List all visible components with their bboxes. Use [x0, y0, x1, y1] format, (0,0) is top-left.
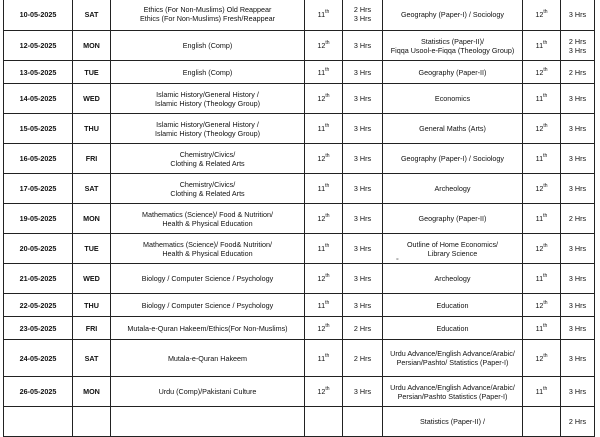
class-evening: [523, 61, 561, 84]
duration-morning-line: 2 Hrs: [353, 5, 372, 14]
stray-pen-mark: °: [396, 258, 399, 265]
exam-date-text: 23-05-2025: [19, 323, 57, 333]
exam-date: [4, 317, 73, 340]
class-evening-text: 12: [535, 353, 544, 363]
subject-morning-line: Islamic History (Theology Group): [154, 98, 261, 108]
exam-date-text: 22-05-2025: [19, 300, 57, 310]
subject-evening: [383, 317, 523, 340]
exam-day: [73, 0, 111, 31]
class-morning: [305, 234, 343, 264]
exam-date-text: 16-05-2025: [19, 154, 57, 163]
exam-date-text: 24-05-2025: [19, 353, 57, 363]
duration-evening-line: 2 Hrs: [568, 67, 587, 77]
subject-evening-line: Archeology: [434, 274, 471, 283]
ordinal-suffix: th: [325, 8, 330, 15]
duration-evening-line: 2 Hrs: [568, 214, 587, 223]
table-row: [4, 144, 595, 174]
class-evening-text: 12: [535, 300, 544, 310]
class-evening: [523, 340, 561, 377]
ordinal-suffix: th: [325, 66, 330, 73]
exam-day: [73, 114, 111, 144]
class-evening: [523, 264, 561, 294]
subject-evening: [383, 0, 523, 31]
ordinal-suffix: th: [325, 273, 330, 279]
table-row: [4, 294, 595, 317]
table-row: [4, 31, 595, 61]
class-evening-text: 11: [535, 94, 544, 103]
duration-morning: [343, 264, 383, 294]
duration-evening: [561, 340, 595, 377]
subject-evening-line: Economics: [434, 94, 471, 103]
exam-day: [73, 294, 111, 317]
subject-morning-line: Islamic History/General History /: [156, 119, 259, 129]
exam-day-text: THU: [84, 124, 99, 133]
subject-morning: [111, 144, 305, 174]
ordinal-suffix: th: [543, 93, 548, 99]
subject-morning: [111, 61, 305, 84]
exam-date: [4, 0, 73, 31]
ordinal-suffix: th: [325, 352, 330, 359]
class-evening: [523, 317, 561, 340]
duration-evening: [561, 407, 595, 437]
duration-morning-line: 3 Hrs: [353, 214, 372, 223]
exam-day: [73, 61, 111, 84]
ordinal-suffix: th: [543, 352, 548, 359]
exam-day-text: TUE: [84, 67, 99, 77]
class-evening: [523, 84, 561, 114]
subject-evening: [383, 114, 523, 144]
class-evening-text: 11: [535, 41, 544, 50]
exam-day: [73, 174, 111, 204]
exam-day: [73, 234, 111, 264]
subject-morning: [111, 294, 305, 317]
class-evening-text: 12: [535, 67, 544, 77]
exam-day-text: SAT: [84, 184, 99, 193]
class-morning: [305, 84, 343, 114]
subject-morning-line: Health & Physical Education: [162, 218, 253, 228]
exam-date-text: 10-05-2025: [19, 9, 57, 19]
subject-evening: [383, 61, 523, 84]
duration-morning: [343, 144, 383, 174]
subject-evening: [383, 294, 523, 317]
subject-morning-line: Clothing & Related Arts: [170, 158, 245, 168]
exam-day: [73, 144, 111, 174]
duration-morning: [343, 0, 383, 31]
class-evening: [523, 0, 561, 31]
ordinal-suffix: th: [543, 243, 548, 249]
class-morning-text: 12: [317, 94, 326, 103]
table-row: [4, 114, 595, 144]
table-row: [4, 264, 595, 294]
class-morning-text: 11: [317, 300, 326, 310]
subject-morning: [111, 377, 305, 407]
subject-evening-line: Persian/Pashto Statistics (Paper-I): [397, 391, 508, 401]
subject-morning: [111, 264, 305, 294]
duration-evening: [561, 234, 595, 264]
class-evening-text: 11: [535, 274, 544, 283]
subject-evening-line: Statistics (Paper-II)/: [420, 36, 485, 46]
subject-morning-line: Mutala-e-Quran Hakeem: [167, 353, 248, 363]
duration-evening: [561, 204, 595, 234]
exam-date: [4, 61, 73, 84]
schedule-body: [4, 0, 595, 437]
table-row: [4, 174, 595, 204]
exam-date: [4, 114, 73, 144]
duration-morning: [343, 234, 383, 264]
ordinal-suffix: th: [543, 322, 548, 329]
subject-evening-line: Education: [436, 323, 469, 333]
class-evening-text: 11: [535, 214, 544, 223]
subject-morning: [111, 204, 305, 234]
duration-evening: [561, 114, 595, 144]
duration-evening-line: 3 Hrs: [568, 300, 587, 310]
class-morning-text: 12: [317, 387, 326, 396]
duration-morning: [343, 31, 383, 61]
class-morning: [305, 0, 343, 31]
class-morning: [305, 317, 343, 340]
subject-evening-line: Geography (Paper-I) / Sociology: [400, 9, 505, 19]
class-morning-text: 12: [317, 154, 326, 163]
duration-evening: [561, 264, 595, 294]
ordinal-suffix: th: [325, 153, 330, 159]
duration-morning: [343, 174, 383, 204]
table-row: [4, 234, 595, 264]
subject-morning-line: Islamic History (Theology Group): [154, 128, 261, 138]
duration-morning: [343, 407, 383, 437]
subject-evening: [383, 84, 523, 114]
duration-evening: [561, 61, 595, 84]
ordinal-suffix: th: [543, 123, 548, 129]
exam-date: [4, 174, 73, 204]
subject-morning: [111, 234, 305, 264]
table-row: [4, 84, 595, 114]
schedule-table: [3, 0, 595, 437]
duration-morning-line: 3 Hrs: [353, 94, 372, 103]
subject-morning: [111, 317, 305, 340]
exam-day-text: SAT: [84, 9, 99, 19]
class-morning-text: 12: [317, 214, 326, 223]
subject-evening-line: Geography (Paper-II): [418, 67, 487, 77]
table-row: [4, 340, 595, 377]
class-evening: [523, 174, 561, 204]
exam-day: [73, 264, 111, 294]
class-morning: [305, 174, 343, 204]
exam-day-text: FRI: [85, 154, 98, 163]
duration-evening-line: 3 Hrs: [568, 323, 587, 333]
class-evening-text: 12: [535, 9, 544, 19]
exam-day-text: MON: [83, 387, 100, 396]
class-evening: [523, 204, 561, 234]
duration-morning-line: 3 Hrs: [353, 154, 372, 163]
subject-evening-line: Library Science: [427, 248, 478, 258]
duration-morning: [343, 204, 383, 234]
class-evening: [523, 114, 561, 144]
subject-evening-line: Fiqqa Usool-e-Fiqqa (Theology Group): [390, 45, 515, 55]
class-evening: [523, 377, 561, 407]
subject-evening-line: Archeology: [434, 184, 471, 193]
class-evening-text: 11: [535, 387, 544, 396]
exam-date: [4, 407, 73, 437]
exam-date-text: 20-05-2025: [19, 244, 57, 253]
subject-evening-line: General Maths (Arts): [419, 124, 486, 133]
ordinal-suffix: th: [325, 40, 330, 46]
duration-evening-line: 3 Hrs: [568, 94, 587, 103]
class-evening-text: 11: [535, 323, 544, 333]
ordinal-suffix: th: [543, 8, 548, 15]
subject-evening: [383, 234, 523, 264]
subject-evening-line: Urdu Advance/English Advance/Arabic/: [390, 349, 515, 358]
subject-morning-line: Mutala-e-Quran Hakeem/Ethics(For Non-Muslims): [127, 323, 288, 333]
duration-evening: [561, 317, 595, 340]
duration-morning: [343, 61, 383, 84]
subject-evening-line: Persian/Pashto/ Statistics (Paper-I): [396, 358, 509, 367]
class-morning: [305, 31, 343, 61]
class-morning-text: 11: [317, 67, 326, 77]
class-evening-text: 12: [535, 124, 544, 133]
subject-morning-line: Chemistry/Civics/: [179, 179, 236, 189]
duration-morning-line: 3 Hrs: [353, 41, 372, 50]
class-morning: [305, 114, 343, 144]
ordinal-suffix: th: [325, 93, 330, 99]
subject-morning-line: Chemistry/Civics/: [179, 149, 236, 159]
table-row: [4, 0, 595, 31]
exam-day: [73, 377, 111, 407]
duration-evening: [561, 174, 595, 204]
duration-morning-line: 3 Hrs: [353, 124, 372, 133]
class-evening: [523, 144, 561, 174]
exam-day: [73, 204, 111, 234]
ordinal-suffix: th: [325, 123, 330, 129]
duration-evening-line: 3 Hrs: [568, 353, 587, 363]
class-morning: [305, 264, 343, 294]
subject-morning-line: English (Comp): [182, 67, 233, 77]
subject-morning-line: Ethics (For Non-Muslims) Old Reappear: [143, 5, 272, 14]
exam-day-text: FRI: [85, 323, 98, 333]
duration-evening-line: 3 Hrs: [568, 9, 587, 19]
duration-morning-line: 3 Hrs: [353, 244, 372, 253]
subject-evening-line: Statistics (Paper-II) /: [419, 417, 486, 426]
exam-day: [73, 84, 111, 114]
exam-day-text: MON: [83, 41, 100, 50]
subject-morning-line: English (Comp): [182, 41, 233, 50]
subject-morning-line: Biology / Computer Science / Psychology: [141, 274, 274, 283]
ordinal-suffix: th: [543, 40, 548, 46]
subject-morning: [111, 0, 305, 31]
subject-evening: [383, 204, 523, 234]
duration-morning-line: 3 Hrs: [353, 184, 372, 193]
duration-evening: [561, 144, 595, 174]
exam-date: [4, 294, 73, 317]
class-morning: [305, 144, 343, 174]
exam-day: [73, 340, 111, 377]
subject-morning: [111, 340, 305, 377]
exam-date: [4, 377, 73, 407]
subject-morning-line: Mathematics (Science)/ Food& Nutrition/: [142, 239, 273, 249]
exam-day-text: THU: [84, 300, 99, 310]
subject-evening-line: Outline of Home Economics/: [406, 239, 499, 249]
class-morning-text: 12: [317, 41, 326, 50]
subject-morning-line: Ethics (For Non-Muslims) Fresh/Reappear: [139, 14, 275, 23]
exam-day-text: WED: [83, 94, 100, 103]
ordinal-suffix: th: [325, 386, 330, 392]
duration-evening: [561, 84, 595, 114]
ordinal-suffix: th: [325, 299, 330, 306]
duration-morning-line: 3 Hrs: [353, 67, 372, 77]
duration-morning-line: 2 Hrs: [353, 323, 372, 333]
ordinal-suffix: th: [543, 299, 548, 306]
subject-evening: [383, 340, 523, 377]
duration-evening-line: 2 Hrs: [568, 36, 587, 46]
class-morning: [305, 340, 343, 377]
subject-morning-line: Biology / Computer Science / Psychology: [141, 300, 274, 310]
class-morning-text: 11: [317, 124, 326, 133]
subject-morning-line: Mathematics (Science)/ Food & Nutrition/: [141, 209, 274, 219]
subject-morning-line: Clothing & Related Arts: [170, 188, 245, 198]
subject-morning-line: Health & Physical Education: [162, 248, 253, 258]
subject-evening: [383, 144, 523, 174]
exam-date: [4, 84, 73, 114]
duration-evening-line: 3 Hrs: [568, 244, 587, 253]
subject-morning: [111, 84, 305, 114]
duration-evening: [561, 0, 595, 31]
class-evening: [523, 407, 561, 437]
class-evening: [523, 31, 561, 61]
ordinal-suffix: th: [325, 213, 330, 219]
exam-date: [4, 264, 73, 294]
subject-evening: [383, 31, 523, 61]
duration-evening-line: 3 Hrs: [568, 45, 587, 55]
duration-morning: [343, 114, 383, 144]
exam-date-text: 21-05-2025: [19, 274, 57, 283]
class-morning-text: 11: [317, 9, 326, 19]
table-row: [4, 317, 595, 340]
ordinal-suffix: th: [543, 386, 548, 392]
ordinal-suffix: th: [543, 183, 548, 189]
duration-morning-line: 3 Hrs: [353, 300, 372, 310]
duration-evening-line: 3 Hrs: [568, 154, 587, 163]
class-morning: [305, 204, 343, 234]
exam-date: [4, 340, 73, 377]
subject-morning-line: Urdu (Comp)/Pakistani Culture: [158, 387, 257, 396]
subject-evening-line: Geography (Paper-I) / Sociology: [400, 154, 505, 163]
ordinal-suffix: th: [325, 243, 330, 249]
ordinal-suffix: th: [543, 213, 548, 219]
duration-evening-line: 3 Hrs: [568, 274, 587, 283]
subject-evening-line: Geography (Paper-II): [418, 214, 487, 223]
duration-morning: [343, 317, 383, 340]
exam-day: [73, 31, 111, 61]
subject-morning: [111, 31, 305, 61]
class-morning: [305, 377, 343, 407]
class-morning: [305, 294, 343, 317]
ordinal-suffix: th: [325, 322, 330, 329]
duration-morning: [343, 377, 383, 407]
exam-date-text: 17-05-2025: [19, 184, 57, 193]
duration-evening: [561, 377, 595, 407]
ordinal-suffix: th: [543, 66, 548, 73]
exam-day: [73, 317, 111, 340]
class-morning: [305, 61, 343, 84]
duration-evening-line: 3 Hrs: [568, 184, 587, 193]
exam-date-text: 19-05-2025: [19, 214, 57, 223]
subject-evening: [383, 174, 523, 204]
class-morning-text: 11: [317, 353, 326, 363]
subject-morning: [111, 407, 305, 437]
exam-day-text: TUE: [84, 244, 99, 253]
subject-evening-line: Urdu Advance/English Advance/Arabic/: [390, 382, 515, 392]
exam-date-text: 14-05-2025: [19, 94, 57, 103]
duration-morning-line: 3 Hrs: [353, 14, 372, 23]
class-evening: [523, 234, 561, 264]
class-morning-text: 11: [317, 184, 326, 193]
exam-day-text: WED: [83, 274, 100, 283]
exam-date: [4, 31, 73, 61]
table-row: [4, 377, 595, 407]
exam-date-text: 15-05-2025: [19, 124, 57, 133]
duration-morning-line: 2 Hrs: [353, 353, 372, 363]
duration-evening-line: 3 Hrs: [568, 387, 587, 396]
class-morning-text: 12: [317, 274, 326, 283]
subject-evening: [383, 377, 523, 407]
table-row: [4, 204, 595, 234]
class-morning-text: 11: [317, 244, 326, 253]
exam-date: [4, 144, 73, 174]
ordinal-suffix: th: [543, 153, 548, 159]
class-morning-text: 12: [317, 323, 326, 333]
table-row: [4, 407, 595, 437]
duration-evening: [561, 31, 595, 61]
class-morning: [305, 407, 343, 437]
duration-evening: [561, 294, 595, 317]
duration-morning: [343, 340, 383, 377]
class-evening-text: 12: [535, 244, 544, 253]
exam-date-text: 12-05-2025: [19, 41, 57, 50]
exam-date-text: 26-05-2025: [19, 387, 57, 396]
duration-morning: [343, 294, 383, 317]
duration-evening-line: 3 Hrs: [568, 124, 587, 133]
table-row: [4, 61, 595, 84]
duration-evening-line: 2 Hrs: [568, 417, 587, 426]
subject-evening: [383, 264, 523, 294]
exam-day: [73, 407, 111, 437]
subject-morning: [111, 114, 305, 144]
class-evening-text: 11: [535, 154, 544, 163]
subject-evening-line: Education: [436, 300, 469, 310]
exam-date-text: 13-05-2025: [19, 67, 57, 77]
subject-evening: [383, 407, 523, 437]
duration-morning: [343, 84, 383, 114]
exam-date: [4, 204, 73, 234]
ordinal-suffix: th: [325, 183, 330, 189]
exam-date: [4, 234, 73, 264]
exam-day-text: MON: [83, 214, 100, 223]
duration-morning-line: 3 Hrs: [353, 387, 372, 396]
duration-morning-line: 3 Hrs: [353, 274, 372, 283]
subject-morning-line: Islamic History/General History /: [156, 89, 259, 99]
class-evening: [523, 294, 561, 317]
subject-morning: [111, 174, 305, 204]
class-evening-text: 12: [535, 184, 544, 193]
exam-day-text: SAT: [84, 353, 99, 363]
ordinal-suffix: th: [543, 273, 548, 279]
